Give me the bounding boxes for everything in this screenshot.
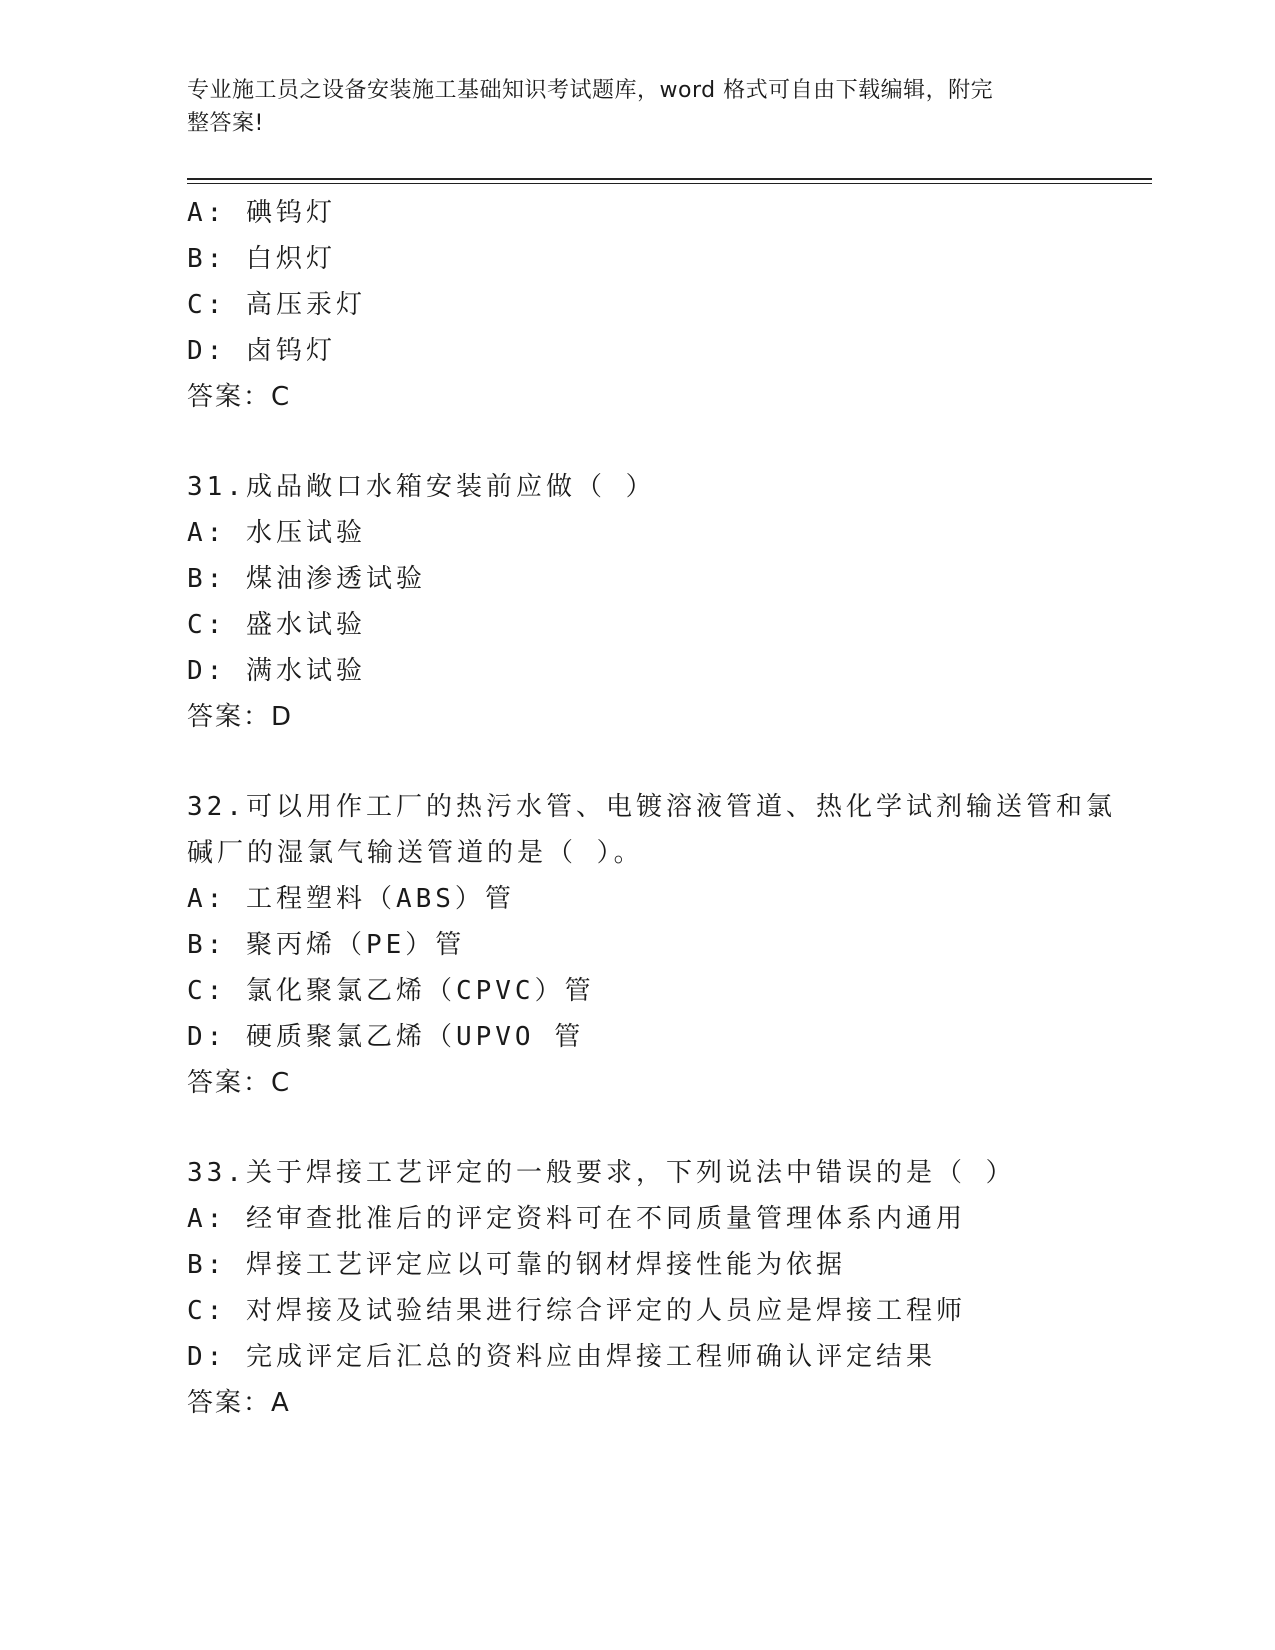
option-b: B: 煤油渗透试验 — [187, 564, 426, 594]
question-list — [187, 190, 1116, 1426]
question-stem-line-1: 32.可以用作工厂的热污水管、电镀溶液管道、热化学试剂输送管和氯 — [187, 792, 1116, 822]
option-b: B: 焊接工艺评定应以可靠的钢材焊接性能为依据 — [187, 1250, 846, 1280]
option-a: A: 水压试验 — [187, 518, 366, 548]
header-line-1: 专业施工员之设备安装施工基础知识考试题库，word 格式可自由下载编辑，附完 — [187, 78, 994, 103]
option-b: B: 白炽灯 — [187, 244, 336, 274]
question-31 — [187, 464, 1087, 740]
option-c: C: 盛水试验 — [187, 610, 366, 640]
option-c: C: 氯化聚氯乙烯（CPVC）管 — [187, 976, 595, 1006]
option-d: D: 完成评定后汇总的资料应由焊接工程师确认评定结果 — [187, 1342, 936, 1372]
document-header — [187, 74, 1067, 140]
question-33 — [187, 1150, 1087, 1426]
question-32 — [187, 784, 1116, 1106]
option-b: B: 聚丙烯（PE）管 — [187, 930, 466, 960]
answer-line: 答案：D — [187, 702, 294, 732]
option-c: C: 高压汞灯 — [187, 290, 366, 320]
option-d: D: 卤钨灯 — [187, 336, 336, 366]
option-a: A: 工程塑料（ABS）管 — [187, 884, 515, 914]
header-divider-thick — [187, 178, 1152, 180]
option-a: A: 经审查批准后的评定资料可在不同质量管理体系内通用 — [187, 1204, 966, 1234]
question-stem-line-2: 碱厂的湿氯气输送管道的是（ ）。 — [187, 838, 644, 868]
option-d: D: 硬质聚氯乙烯（UPVO 管 — [187, 1022, 585, 1052]
question-stem: 33.关于焊接工艺评定的一般要求，下列说法中错误的是（ ） — [187, 1158, 1016, 1188]
answer-line: 答案：C — [187, 382, 292, 412]
question-30-partial — [187, 190, 1087, 420]
question-stem: 31.成品敞口水箱安装前应做（ ） — [187, 472, 656, 502]
option-d: D: 满水试验 — [187, 656, 366, 686]
answer-line: 答案：C — [187, 1068, 292, 1098]
header-divider-thin — [187, 183, 1152, 184]
option-c: C: 对焊接及试验结果进行综合评定的人员应是焊接工程师 — [187, 1296, 966, 1326]
option-a: A: 碘钨灯 — [187, 198, 336, 228]
header-line-2: 整答案! — [187, 111, 264, 136]
answer-line: 答案：A — [187, 1388, 291, 1418]
